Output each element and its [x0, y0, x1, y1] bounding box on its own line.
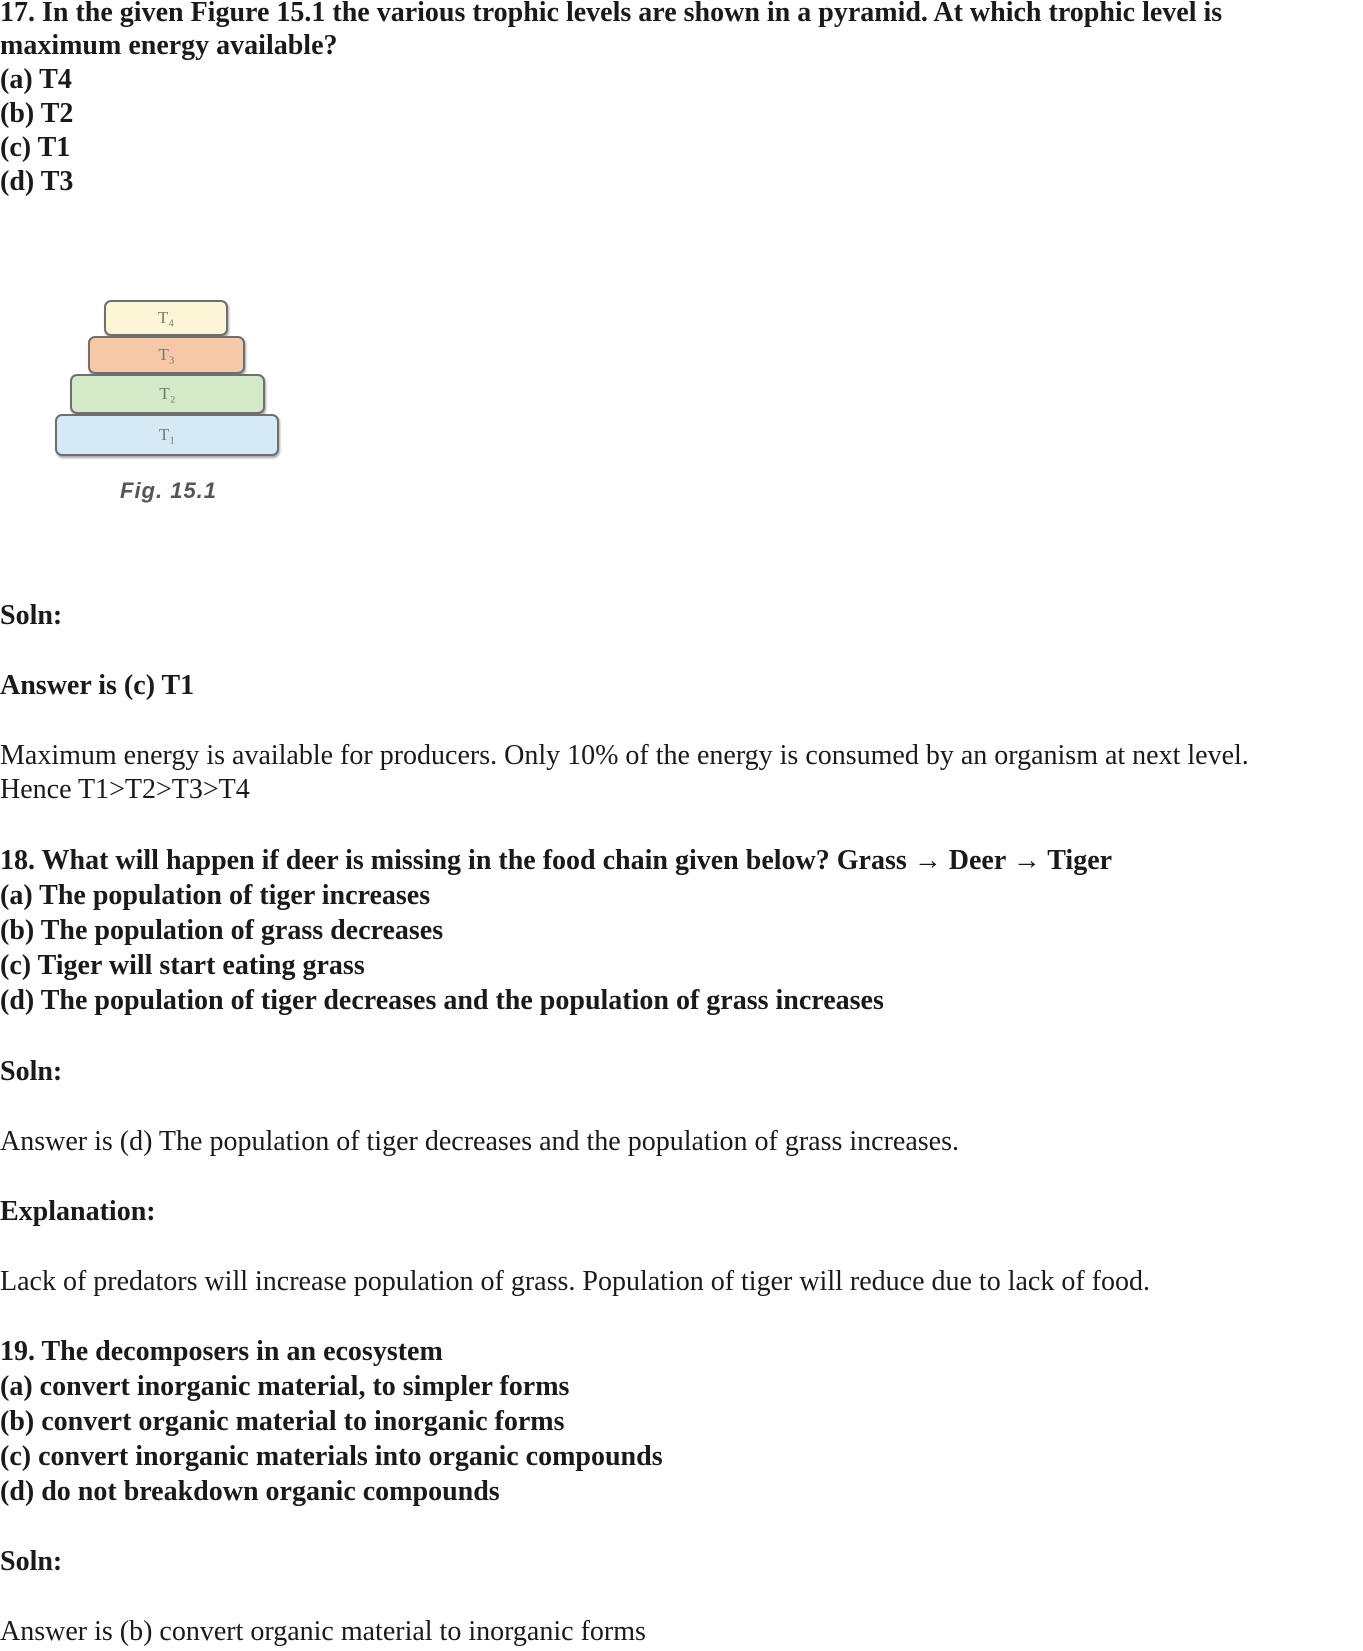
q18-option-d: (d) The population of tiger decreases and the population of grass increases	[0, 985, 884, 1016]
q19-answer: Answer is (b) convert organic material to inorganic forms	[0, 1616, 646, 1647]
q18-option-a: (a) The population of tiger increases	[0, 880, 431, 911]
pyramid-tier-t2	[70, 374, 265, 414]
q17-question-line1: 17. In the given Figure 15.1 the various trophic levels are shown in a pyramid. At which trophic level is	[0, 0, 1223, 28]
q19-option-c: (c) convert inorganic materials into organic compounds	[0, 1441, 663, 1472]
q17-option-c: (c) T1	[0, 132, 71, 163]
q19-option-b: (b) convert organic material to inorganic forms	[0, 1406, 565, 1437]
pyramid-tier-t1-label: T₁	[158, 425, 176, 444]
q19-soln-label: Soln:	[0, 1546, 63, 1577]
q17-option-a: (a) T4	[0, 64, 72, 95]
q17-soln-label: Soln:	[0, 600, 63, 631]
q18-option-b: (b) The population of grass decreases	[0, 915, 444, 946]
pyramid-tier-t4	[104, 300, 228, 336]
q18-explanation: Lack of predators will increase population of grass. Population of tiger will reduce due to lack of food.	[0, 1266, 1150, 1297]
q18-option-c: (c) Tiger will start eating grass	[0, 950, 365, 981]
pyramid-tier-t1	[55, 414, 279, 456]
q18-answer: Answer is (d) The population of tiger decreases and the population of grass increases.	[0, 1126, 959, 1157]
pyramid-tier-t3	[88, 336, 245, 374]
pyramid-tier-t3-label: T₃	[158, 345, 175, 364]
q18-explanation-label: Explanation:	[0, 1196, 156, 1227]
pyramid-tier-t2-label: T₂	[159, 384, 176, 403]
q17-option-d: (d) T3	[0, 166, 74, 197]
q19-option-d: (d) do not breakdown organic compounds	[0, 1476, 500, 1507]
pyramid-tier-t4-label: T₄	[157, 308, 175, 327]
q19-option-a: (a) convert inorganic material, to simpler forms	[0, 1371, 570, 1402]
q18-soln-label: Soln:	[0, 1056, 63, 1087]
figure-caption: Fig. 15.1	[120, 478, 218, 503]
q17-explanation-line1: Maximum energy is available for producers. Only 10% of the energy is consumed by an organism at next level.	[0, 740, 1249, 771]
q17-explanation-line2: Hence T1>T2>T3>T4	[0, 774, 250, 805]
q17-option-b: (b) T2	[0, 98, 74, 129]
q17-answer: Answer is (c) T1	[0, 670, 195, 701]
q17-question-line2: maximum energy available?	[0, 30, 338, 61]
q19-question: 19. The decomposers in an ecosystem	[0, 1336, 443, 1367]
q18-question: 18. What will happen if deer is missing in the food chain given below? Grass → Deer → Tiger	[0, 845, 1113, 876]
